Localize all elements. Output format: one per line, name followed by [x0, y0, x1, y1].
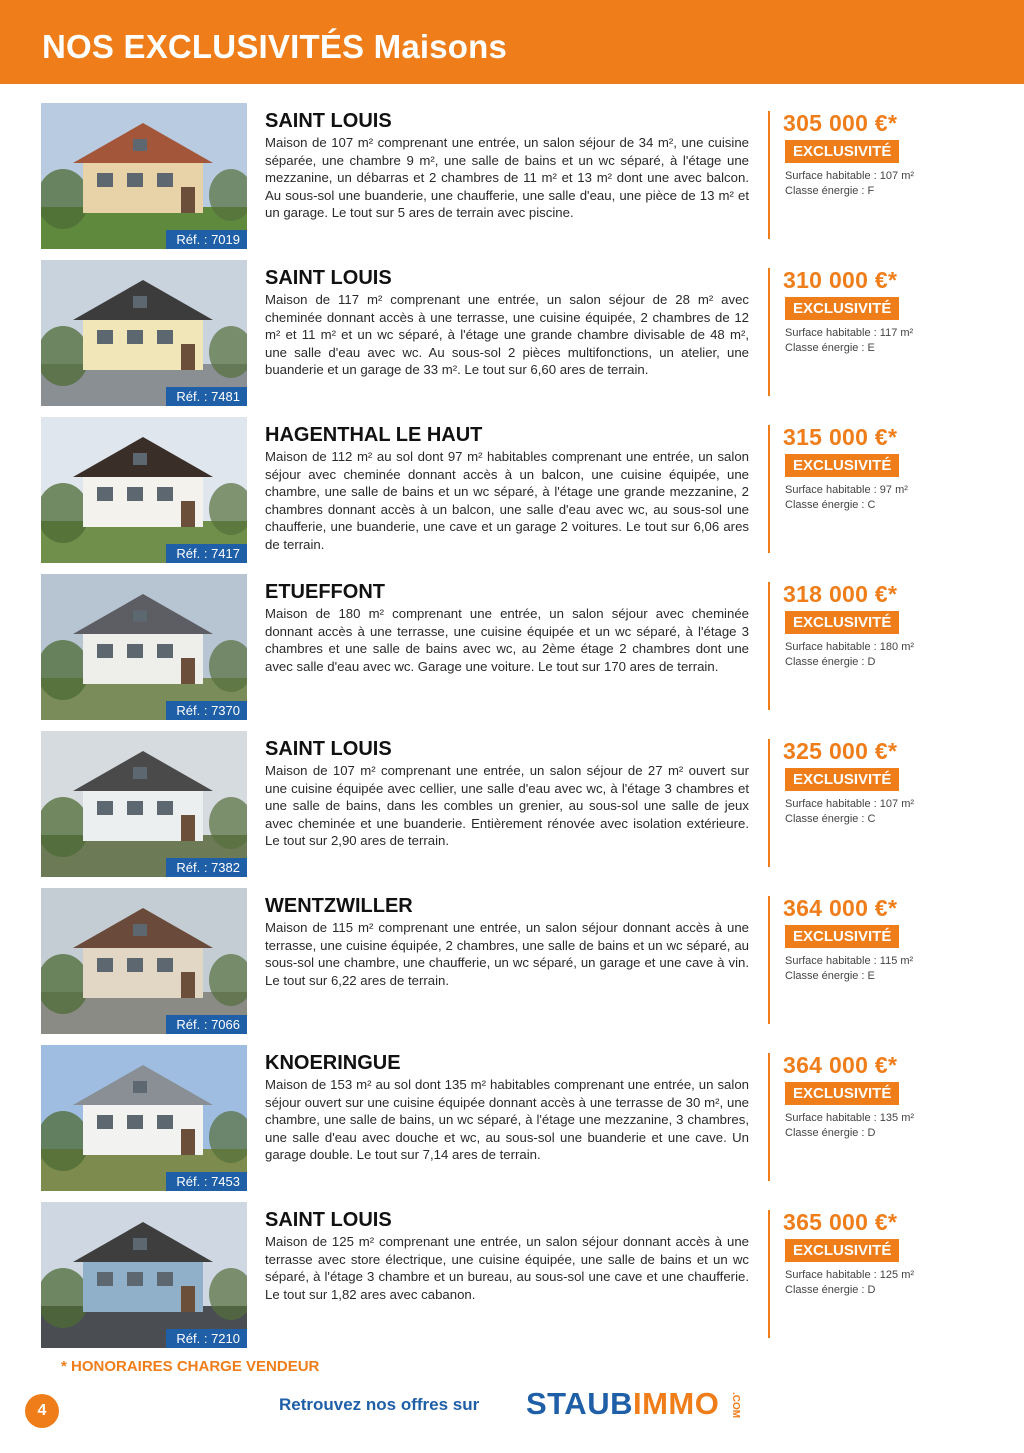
divider-line [768, 1053, 770, 1181]
listing-info [265, 1208, 749, 1303]
house-photo-icon[interactable] [41, 574, 247, 720]
house-photo-icon[interactable] [41, 417, 247, 563]
divider-line [768, 268, 770, 396]
listing-town[interactable]: SAINT LOUIS [265, 738, 392, 760]
house-illustration [41, 731, 247, 877]
listing-town[interactable]: SAINT LOUIS [265, 110, 392, 132]
reference-badge: Réf. : 7382 [166, 858, 247, 877]
listing-description: Maison de 180 m² comprenant une entrée, un salon séjour avec cheminée donnant accès à une terrasse, une cuisine équipée et un wc séparé, à l'étage 3 chambres et une salle de bains avec wc, au 2ème étage 2 chambres dont une avec salle d'eau avec wc. Garage une voiture. Le tout sur 170 ares de terrain. [265, 606, 749, 674]
listing-item[interactable] [0, 574, 1024, 722]
reference-badge: Réf. : 7417 [166, 544, 247, 563]
listing-side-panel [783, 737, 1003, 827]
listing-price: 318 000 €* [783, 581, 898, 607]
house-photo-icon[interactable] [41, 260, 247, 406]
surface-habitable: Surface habitable : 180 m² [785, 641, 915, 653]
exclusivity-badge: EXCLUSIVITÉ [785, 454, 899, 477]
listing-item[interactable] [0, 103, 1024, 251]
house-illustration [41, 417, 247, 563]
listing-item[interactable] [0, 1202, 1024, 1350]
reference-badge: Réf. : 7453 [166, 1172, 247, 1191]
listing-side-panel [783, 266, 1003, 356]
surface-habitable: Surface habitable : 117 m² [785, 327, 914, 339]
listing-side-panel [783, 580, 1003, 670]
energy-class: Classe énergie : C [785, 813, 876, 825]
divider-line [768, 896, 770, 1024]
listing-info [265, 109, 749, 222]
divider-line [768, 739, 770, 867]
listing-side-panel [783, 894, 1003, 984]
listing-price: 365 000 €* [783, 1209, 898, 1235]
exclusivity-badge: EXCLUSIVITÉ [785, 768, 899, 791]
exclusivity-badge: EXCLUSIVITÉ [785, 611, 899, 634]
energy-class: Classe énergie : D [785, 656, 876, 668]
listing-side-panel [783, 109, 1003, 199]
house-illustration [41, 1202, 247, 1348]
listing-description: Maison de 107 m² comprenant une entrée, un salon séjour de 34 m², une cuisine séparée, une chambre 9 m², une salle de bains et un wc séparé, à l'étage une mezzanine, un débarras et 2 chambres de 11 m² et 13 m² dont une avec balcon. Au sous-sol une buanderie, une chaufferie, une salle d'eau, une pièce de 13 m² et un garage. Le tout sur 5 ares de terrain avec piscine. [265, 135, 749, 221]
page-header [0, 0, 1024, 84]
reference-badge: Réf. : 7066 [166, 1015, 247, 1034]
surface-habitable: Surface habitable : 97 m² [785, 484, 908, 496]
listing-price: 364 000 €* [783, 1052, 898, 1078]
exclusivity-badge: EXCLUSIVITÉ [785, 297, 899, 320]
energy-class: Classe énergie : E [785, 970, 875, 982]
house-photo-icon[interactable] [41, 888, 247, 1034]
exclusivity-badge: EXCLUSIVITÉ [785, 925, 899, 948]
surface-habitable: Surface habitable : 107 m² [785, 798, 915, 810]
house-photo-icon[interactable] [41, 731, 247, 877]
surface-habitable: Surface habitable : 125 m² [785, 1269, 915, 1281]
listing-item[interactable] [0, 260, 1024, 408]
listing-description: Maison de 153 m² au sol dont 135 m² habitables comprenant une entrée, un salon séjour ouvert sur une cuisine équipée donnant accès à une terrasse de 30 m², une chambre, une salle de bains, un wc séparé, à l'étage une mezzanine, 3 chambres, une salle d'eau avec douche et wc, au sous-sol une buanderie et une cave. Un garage double. Le tout sur 7,14 ares de terrain. [265, 1077, 749, 1163]
fees-footnote: * HONORAIRES CHARGE VENDEUR [61, 1358, 320, 1375]
house-illustration [41, 103, 247, 249]
reference-badge: Réf. : 7481 [166, 387, 247, 406]
house-illustration [41, 888, 247, 1034]
surface-habitable: Surface habitable : 115 m² [785, 955, 914, 967]
listing-info [265, 1051, 749, 1164]
listing-item[interactable] [0, 417, 1024, 565]
listing-description: Maison de 117 m² comprenant une entrée, un salon séjour de 28 m² avec cheminée donnant accès à une terrasse, une cuisine équipée, 2 chambres de 12 m² et 11 m² et un wc séparé, à l'étage une grande chambre divisable de 48 m², une salle d'eau avec wc. Au sous-sol 2 pièces multifonctions, un atelier, une buanderie et un garage de 33 m². Le tout sur 6,60 ares de terrain. [265, 292, 749, 378]
listing-side-panel [783, 423, 1003, 513]
reference-badge: Réf. : 7019 [166, 230, 247, 249]
reference-badge: Réf. : 7370 [166, 701, 247, 720]
listing-info [265, 737, 749, 850]
listing-side-panel [783, 1208, 1003, 1298]
exclusivity-badge: EXCLUSIVITÉ [785, 140, 899, 163]
listing-price: 310 000 €* [783, 267, 898, 293]
brand-logo[interactable] [526, 1386, 719, 1422]
listing-town[interactable]: WENTZWILLER [265, 895, 413, 917]
listing-town[interactable]: SAINT LOUIS [265, 267, 392, 289]
house-photo-icon[interactable] [41, 103, 247, 249]
listing-description: Maison de 125 m² comprenant une entrée, un salon séjour donnant accès à une terrasse avec store électrique, une cuisine équipée, une salle de bains et un wc séparé, à l'étage 3 chambre et un bureau, au sous-sol une cave et une chaufferie. Le tout sur 1,82 ares avec cabanon. [265, 1234, 749, 1302]
brand-domain: .COM [730, 1392, 741, 1419]
listing-town[interactable]: KNOERINGUE [265, 1052, 401, 1074]
house-illustration [41, 574, 247, 720]
listing-price: 315 000 €* [783, 424, 898, 450]
listing-price: 325 000 €* [783, 738, 898, 764]
listing-description: Maison de 112 m² au sol dont 97 m² habitables comprenant une entrée, un salon séjour avec cheminée donnant accès à un balcon, une cuisine équipée, une chambre, une salle de bains et un wc séparé, à l'étage une grande mezzanine, 2 chambres donnant accès à un balcon, une salle d'eau avec wc, au sous-sol une chaufferie, une buanderie, une cave et un garage 2 voitures. Le tout sur 6,06 ares de terrain. [265, 449, 749, 552]
listing-item[interactable] [0, 1045, 1024, 1193]
listing-town[interactable]: ETUEFFONT [265, 581, 385, 603]
energy-class: Classe énergie : E [785, 342, 875, 354]
listing-town[interactable]: SAINT LOUIS [265, 1209, 392, 1231]
listing-info [265, 894, 749, 989]
surface-habitable: Surface habitable : 135 m² [785, 1112, 915, 1124]
energy-class: Classe énergie : D [785, 1284, 876, 1296]
divider-line [768, 425, 770, 553]
listing-price: 305 000 €* [783, 110, 898, 136]
listing-item[interactable] [0, 888, 1024, 1036]
house-photo-icon[interactable] [41, 1045, 247, 1191]
energy-class: Classe énergie : D [785, 1127, 876, 1139]
page-title: NOS EXCLUSIVITÉS Maisons [42, 28, 508, 65]
divider-line [768, 1210, 770, 1338]
listing-info [265, 580, 749, 675]
energy-class: Classe énergie : F [785, 185, 875, 197]
reference-badge: Réf. : 7210 [166, 1329, 247, 1348]
footer-text: Retrouvez nos offres sur [279, 1395, 480, 1414]
house-photo-icon[interactable] [41, 1202, 247, 1348]
house-illustration [41, 260, 247, 406]
listing-town[interactable]: HAGENTHAL LE HAUT [265, 424, 483, 446]
surface-habitable: Surface habitable : 107 m² [785, 170, 915, 182]
listing-side-panel [783, 1051, 1003, 1141]
exclusivity-badge: EXCLUSIVITÉ [785, 1082, 899, 1105]
listing-info [265, 266, 749, 379]
energy-class: Classe énergie : C [785, 499, 876, 511]
listing-price: 364 000 €* [783, 895, 898, 921]
brand-name-accent: IMMO [632, 1386, 720, 1421]
exclusivity-badge: EXCLUSIVITÉ [785, 1239, 899, 1262]
divider-line [768, 111, 770, 239]
listing-item[interactable] [0, 731, 1024, 879]
divider-line [768, 582, 770, 710]
brand-name-main: STAUB [526, 1386, 633, 1421]
page-number: 4 [25, 1394, 59, 1428]
listing-description: Maison de 107 m² comprenant une entrée, un salon séjour de 27 m² ouvert sur une cuisine équipée avec cellier, une salle d'eau avec wc, à l'étage 3 chambres et une salle de bains, dans les combles un grenier, au sous-sol une salle de jeux avec cheminée et une buanderie. Entièrement rénovée avec isolation extérieure. Le tout sur 2,90 ares de terrain. [265, 763, 749, 849]
house-illustration [41, 1045, 247, 1191]
listing-description: Maison de 115 m² comprenant une entrée, un salon séjour donnant accès à une terrasse, une cuisine équipée, 2 chambres, une salle de bains et un wc séparé, au sous-sol une chambre, une chaufferie, un wc séparé, un garage et une cave à vin. Le tout sur 6,22 ares de terrain. [265, 920, 749, 988]
listing-info [265, 423, 749, 554]
